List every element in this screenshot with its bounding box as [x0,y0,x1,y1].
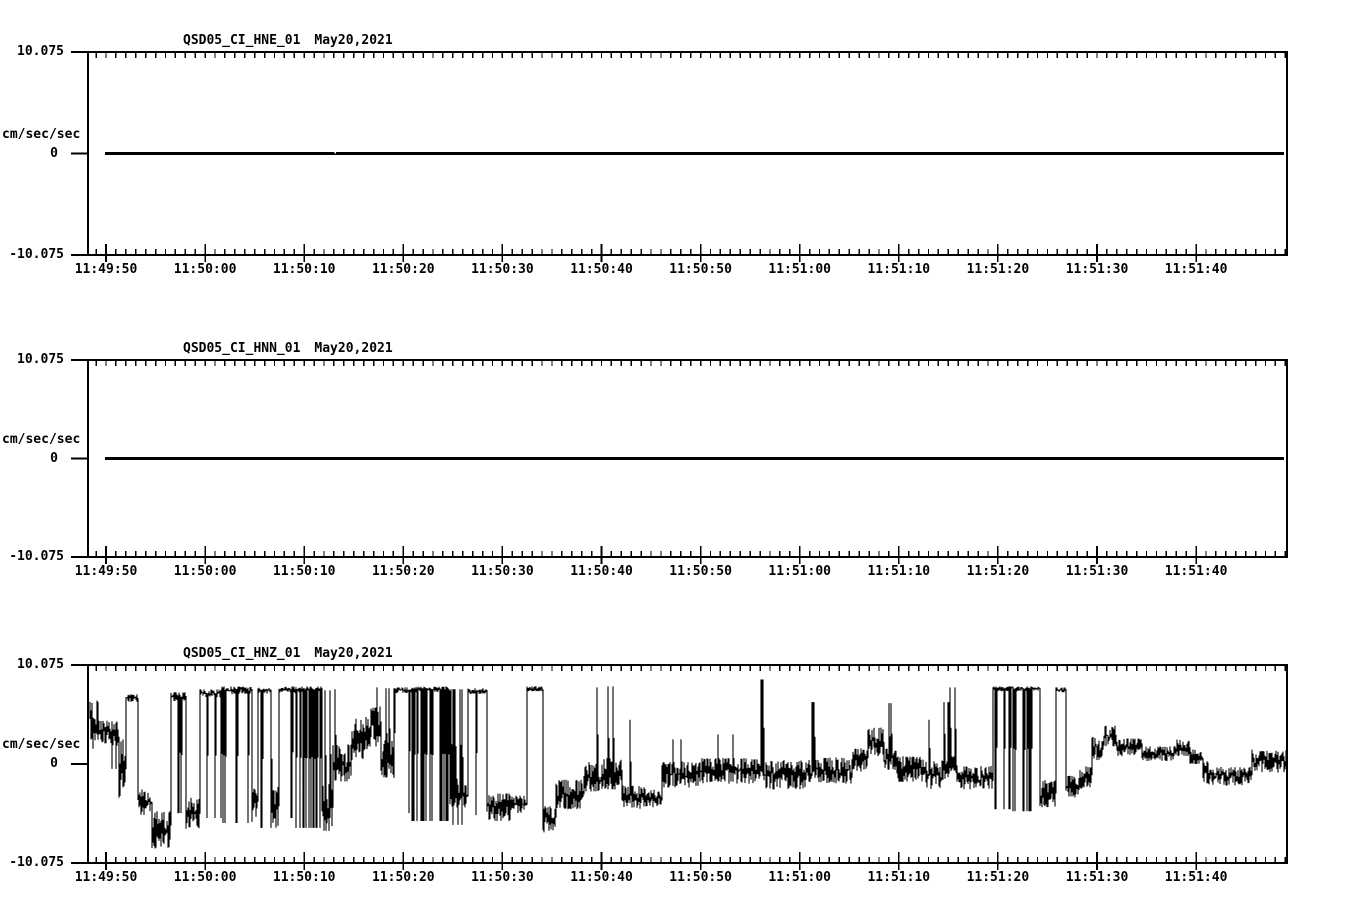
x-tick-label: 11:51:10 [867,262,931,277]
x-tick-label: 11:51:20 [966,262,1030,277]
x-tick-label: 11:51:30 [1065,262,1129,277]
x-tick-label: 11:51:10 [867,564,931,579]
trace-notch [335,152,336,154]
channel-name: QSD05_CI_HNN_01 [183,341,301,356]
x-tick-label: 11:51:10 [867,870,931,885]
y-axis-unit-label: cm/sec/sec [2,737,81,752]
channel-name: QSD05_CI_HNE_01 [183,33,301,48]
x-tick-label: 11:50:20 [371,870,435,885]
x-tick-label: 11:51:30 [1065,564,1129,579]
x-tick-label: 11:50:10 [272,870,336,885]
y-label-zero: 0 [50,145,58,161]
x-tick-label: 11:51:00 [768,564,831,579]
x-tick-label: 11:50:30 [471,564,534,579]
x-tick-label: 11:51:20 [966,564,1030,579]
y-axis-unit-label: cm/sec/sec [2,126,81,142]
x-tick-label: 11:51:40 [1164,564,1228,579]
y-label-top: 10.075 [17,44,64,59]
x-tick-label: 11:50:20 [371,262,435,277]
x-tick-label: 11:50:00 [173,564,237,579]
x-tick-label: 11:51:20 [966,870,1030,885]
chart-frame [71,665,1287,863]
x-tick-label: 11:49:50 [74,262,138,277]
chart-title-hnn [183,341,393,357]
x-tick-label: 11:50:50 [669,870,732,885]
y-axis-unit-label: cm/sec/sec [2,431,81,447]
hnz-waveform-trace [90,680,1286,849]
chart-date: May20,2021 [314,33,393,48]
y-label-zero: 0 [50,756,58,771]
x-tick-label: 11:50:40 [570,564,633,579]
x-tick-label: 11:50:00 [173,870,237,885]
chart-title-hnz [183,646,393,662]
x-tick-label: 11:50:10 [272,564,336,579]
chart-date: May20,2021 [314,341,393,356]
x-tick-label: 11:49:50 [74,564,138,579]
x-tick-label: 11:49:50 [74,870,138,885]
x-tick-label: 11:50:00 [173,262,237,277]
x-tick-label: 11:51:40 [1164,870,1228,885]
x-tick-label: 11:51:30 [1065,870,1129,885]
x-tick-label: 11:50:50 [669,564,732,579]
x-tick-label: 11:51:00 [768,870,831,885]
y-label-bottom: -10.075 [9,549,64,564]
x-tick-label: 11:50:20 [371,564,435,579]
x-tick-label: 11:50:10 [272,262,336,277]
y-label-top: 10.075 [17,352,64,367]
minor-ticks [96,665,1285,863]
chart-date: May20,2021 [314,646,393,661]
x-tick-label: 11:50:30 [471,262,534,277]
y-label-zero: 0 [50,450,58,466]
x-tick-label: 11:50:30 [471,870,534,885]
y-label-bottom: -10.075 [9,247,64,262]
y-label-bottom: -10.075 [9,855,64,870]
x-tick-label: 11:51:40 [1164,262,1228,277]
channel-name: QSD05_CI_HNZ_01 [183,646,301,661]
x-tick-label: 11:51:00 [768,262,831,277]
x-tick-label: 11:50:40 [570,262,633,277]
y-label-top: 10.075 [17,657,64,672]
x-tick-label: 11:50:50 [669,262,732,277]
chart-title-hne [183,33,393,49]
x-tick-label: 11:50:40 [570,870,633,885]
